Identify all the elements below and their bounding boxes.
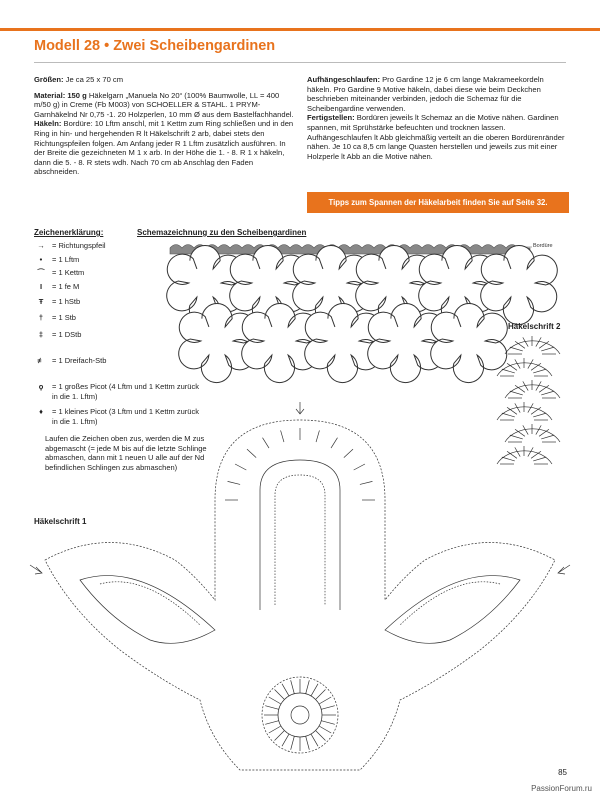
chain-dot-icon: • (39, 255, 43, 264)
legend-text: = 1 DStb (52, 330, 82, 339)
arc-stitch (316, 430, 319, 442)
arc-stitch (247, 449, 256, 457)
double-crochet-icon: † (38, 313, 44, 322)
legend-text: = 1 hStb (52, 297, 81, 306)
small-picot-icon: ♦ (39, 407, 43, 416)
motif-outline (45, 420, 555, 770)
legend-text: = 1 Kettm (52, 268, 85, 277)
rosette-stitch (282, 684, 289, 696)
arc-stitch (263, 438, 270, 448)
center-rosette-core (291, 706, 309, 724)
legend-text: = 1 fe M (52, 282, 80, 291)
material-label: Material: 150 g (34, 90, 87, 100)
rosette-stitch (319, 726, 331, 733)
rosette-stitch (291, 736, 295, 750)
page-number: 85 (558, 768, 567, 777)
chart1-label: Häkelschrift 1 (34, 517, 87, 526)
down-arrow-icon (296, 402, 304, 414)
haekeln-label: Häkeln: (34, 119, 62, 129)
aufhaeng-text: Pro Gardine 12 je 6 cm lange Makrameekordeln häkeln. Pro Gardine 9 Motive häkeln, dabei diese wie beim Deckchen beschrieben miteinander verbinden, jedoch die Schemaz für die Scheibengardine verwenden. (307, 75, 544, 113)
fertig-label: Fertigstellen: (307, 113, 355, 123)
triple-treble-icon: ≢ (37, 356, 45, 365)
legend-heading: Zeichenerklärung: (34, 228, 104, 237)
rosette-stitch (316, 731, 326, 741)
center-petal (260, 460, 340, 610)
rosette-stitch (319, 697, 331, 704)
arc-stitch (228, 481, 241, 484)
single-crochet-icon: I (39, 282, 43, 291)
legend-text: = 1 Lftm (52, 255, 80, 264)
rosette-stitch (306, 680, 310, 694)
bordure-label: Bordüre (533, 243, 553, 249)
center-rosette-inner (278, 693, 322, 737)
legend-text: = 1 großes Picot (4 Lftm und 1 Kettm zurück in die 1. Lftm) (52, 382, 199, 401)
half-double-crochet-icon: Ŧ (38, 297, 44, 306)
legend-note: Laufen die Zeichen oben zus, werden die M zus abgemascht (= jede M bis auf die letzte Schlinge abmaschen, dann mit 1 neuen U alle auf der Nd befindlichen Schlingen zus abmaschen) (45, 434, 207, 472)
rosette-stitch (269, 726, 281, 733)
legend-text: = 1 Stb (52, 313, 76, 322)
fertig-text: Bordüren jeweils lt Schemaz an die Motive nähen. Gardinen spannen, mit Sprühstärke befeuchten und trocknen lassen. Aufhängeschlaufen lt Abb gleichmäßig verteilt an die oberen Bordürenränder nähen. Je 10 ca 8,5 cm lange Quasten herstellen und jeweils zus mit einer Holzperle lt Abb an die Motive nähen. (307, 113, 565, 161)
arc-stitch (235, 464, 246, 470)
rosette-stitch (275, 690, 285, 700)
legend-text: = Richtungspfeil (52, 241, 106, 250)
rosette-stitch (311, 734, 318, 746)
legend-text: = 1 kleines Picot (3 Lftm und 1 Kettm zurück in die 1. Lftm) (52, 407, 199, 426)
schema-heading: Schemazeichnung zu den Scheibengardinen (137, 228, 307, 237)
left-arrow-icon (30, 565, 42, 574)
arc-stitch (344, 449, 353, 457)
size-label: Größen: (34, 75, 64, 84)
rosette-stitch (269, 697, 281, 704)
watermark: PassionForum.ru (531, 784, 592, 793)
left-petal-inner (100, 582, 200, 625)
rosette-stitch (282, 734, 289, 746)
rosette-stitch (316, 690, 326, 700)
material-text: Häkelgarn „Manuela No 20“ (100% Baumwolle, LL = 400 m/50 g) in Creme (Fb M003) von SCHOELLER & STAHL. 1 PRYM-Garnhäkelnd Nr 0,75 -1. 20 Holzperlen, 10 mm Ø aus dem Bastelfachhandel. (34, 90, 294, 119)
slip-stitch-icon: ⌒ (37, 268, 45, 277)
size-text: Je ca 25 x 70 cm (63, 75, 124, 84)
arc-stitch (354, 464, 365, 470)
right-petal (385, 576, 520, 644)
center-petal-inner (275, 475, 325, 605)
rosette-stitch (265, 706, 279, 710)
rosette-stitch (291, 680, 295, 694)
arc-stitch (281, 430, 284, 442)
rosette-stitch (265, 721, 279, 725)
rosette-stitch (321, 706, 335, 710)
rosette-stitch (306, 736, 310, 750)
left-petal (80, 576, 215, 644)
haekeln-text: Bordüre: 10 Lftm anschl, mit 1 Kettm zum Ring schließen und in den Ring in hin- und hergehenden R lt Häkelschrift 2 arb, dabei stets den Richtungspfeilen folgen. Am Anfang jeder R 1 Lftm zusätzlich ausführen. In der Breite die gezeichneten M 1 x arb. In der Höhe die 1. - 8. R 1 x häkeln, dann die 5. - 8. R stets wdh. Nach 70 cm ab Anschlag den Faden abschneiden. (34, 119, 294, 177)
arc-stitch (360, 481, 373, 484)
aufhaeng-label: Aufhängeschlaufen: (307, 75, 380, 84)
legend-text: = 1 Dreifach-Stb (52, 356, 107, 365)
rosette-stitch (311, 684, 318, 696)
rosette-stitch (321, 721, 335, 725)
page-title: Modell 28 • Zwei Scheibengardinen (34, 38, 276, 54)
tip-box: Tipps zum Spannen der Häkelarbeit finden Sie auf Seite 32. (307, 192, 569, 213)
large-picot-icon: ϙ (38, 382, 44, 391)
direction-arrow-icon: → (37, 241, 45, 250)
right-arrow-icon (558, 565, 570, 574)
chart2-label: Häkelschrift 2 (508, 322, 561, 331)
arc-stitch (331, 438, 338, 448)
right-petal-inner (400, 582, 500, 625)
rosette-stitch (275, 731, 285, 741)
treble-crochet-icon: ‡ (38, 330, 44, 339)
